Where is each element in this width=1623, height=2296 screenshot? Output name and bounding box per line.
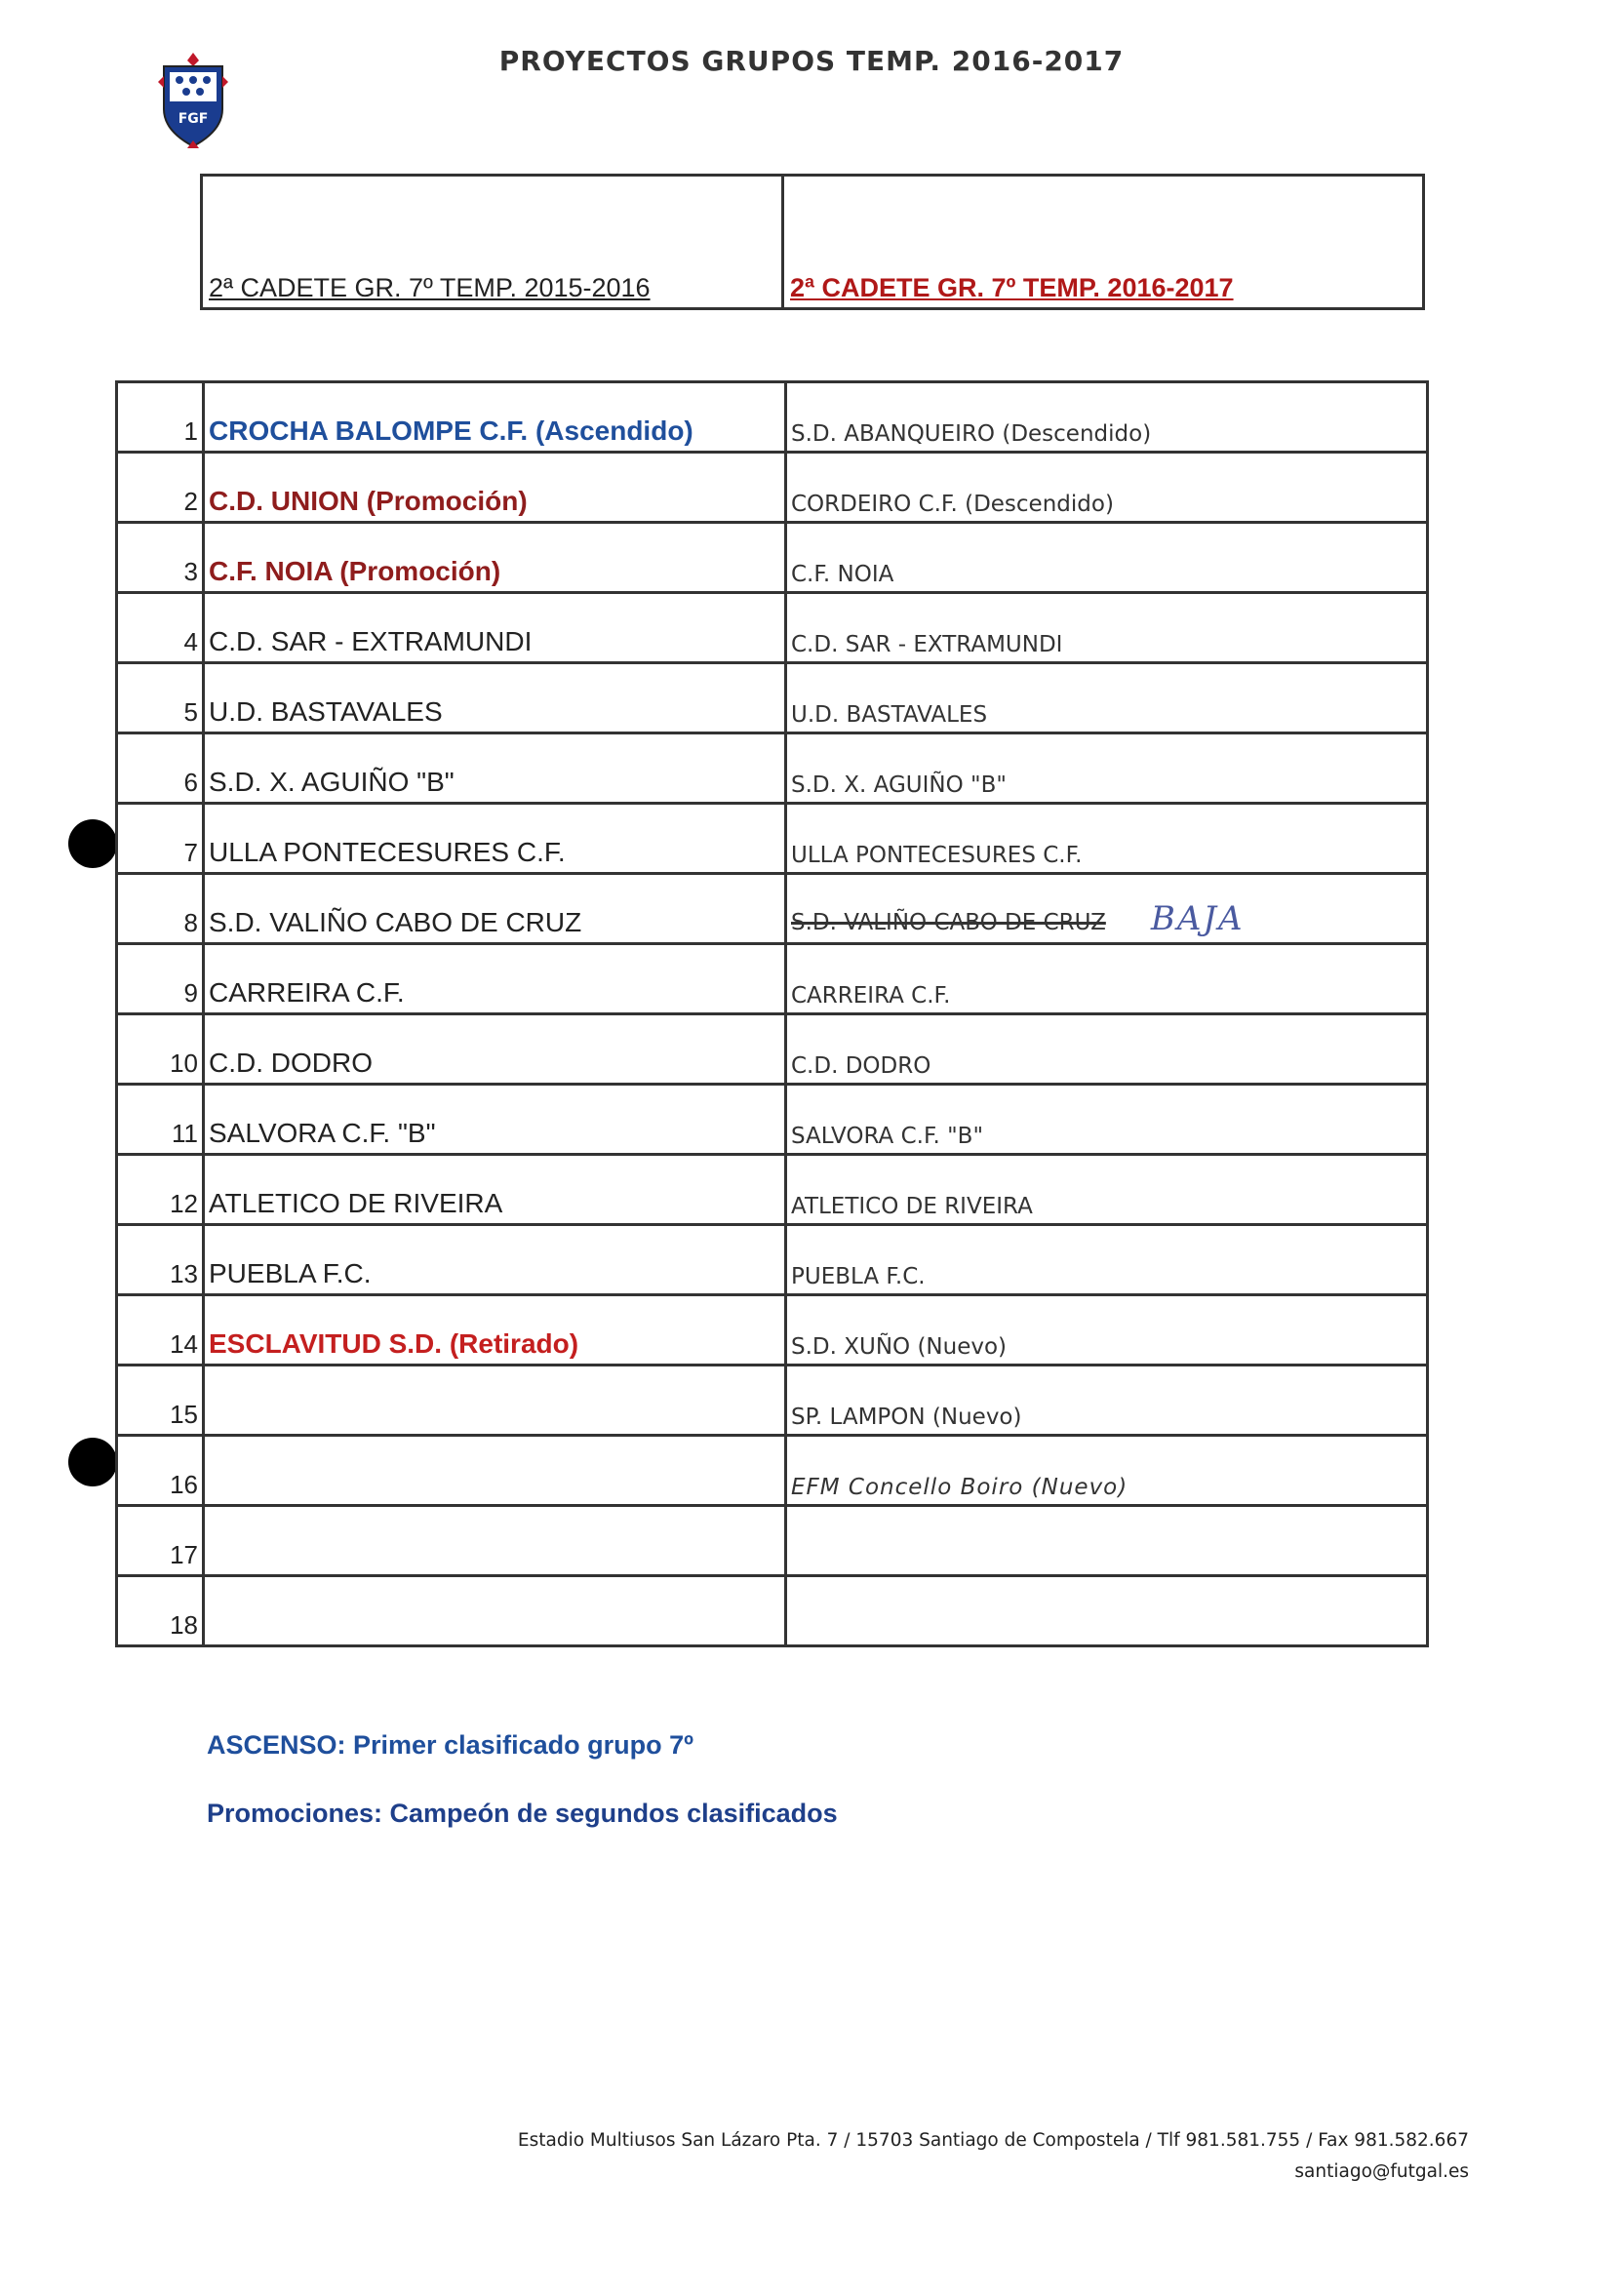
old-team xyxy=(204,1366,786,1436)
old-team: C.D. UNION (Promoción) xyxy=(204,453,786,523)
row-number: 11 xyxy=(117,1085,204,1155)
table-row xyxy=(117,1225,1428,1295)
row-number: 5 xyxy=(117,663,204,733)
old-team: S.D. X. AGUIÑO "B" xyxy=(204,733,786,804)
row-number: 2 xyxy=(117,453,204,523)
old-team: U.D. BASTAVALES xyxy=(204,663,786,733)
table-row xyxy=(117,1014,1428,1085)
new-team: SALVORA C.F. "B" xyxy=(786,1085,1428,1155)
row-number: 13 xyxy=(117,1225,204,1295)
new-team: C.D. DODRO xyxy=(786,1014,1428,1085)
new-team: CARREIRA C.F. xyxy=(786,944,1428,1014)
new-team-handwritten: EFM Concello Boiro (Nuevo) xyxy=(786,1436,1428,1506)
row-number: 6 xyxy=(117,733,204,804)
old-team: ATLETICO DE RIVEIRA xyxy=(204,1155,786,1225)
row-number: 8 xyxy=(117,874,204,944)
new-team: C.F. NOIA xyxy=(786,523,1428,593)
new-team: S.D. X. AGUIÑO "B" xyxy=(786,733,1428,804)
punch-hole-top xyxy=(68,819,117,868)
table-row xyxy=(117,804,1428,874)
current-season-label: 2ª CADETE GR. 7º TEMP. 2016-2017 xyxy=(790,273,1234,302)
old-team: ULLA PONTECESURES C.F. xyxy=(204,804,786,874)
row-number: 18 xyxy=(117,1576,204,1646)
current-season-cell xyxy=(784,177,1422,307)
previous-season-label: 2ª CADETE GR. 7º TEMP. 2015-2016 xyxy=(209,273,651,302)
footer-address: Estadio Multiusos San Lázaro Pta. 7 / 15703 Santiago de Compostela / Tlf 981.581.755 / Fax 981.582.667 xyxy=(517,2130,1469,2151)
row-number: 16 xyxy=(117,1436,204,1506)
new-team: S.D. ABANQUEIRO (Descendido) xyxy=(786,382,1428,453)
old-team xyxy=(204,1576,786,1646)
table-row xyxy=(117,1436,1428,1506)
table-row xyxy=(117,1155,1428,1225)
previous-season-cell xyxy=(203,177,784,307)
row-number: 12 xyxy=(117,1155,204,1225)
new-team: C.D. SAR - EXTRAMUNDI xyxy=(786,593,1428,663)
table-row xyxy=(117,1506,1428,1576)
table-row xyxy=(117,874,1428,944)
old-team xyxy=(204,1436,786,1506)
footer-email: santiago@futgal.es xyxy=(1294,2161,1469,2182)
table-row xyxy=(117,1085,1428,1155)
logo-text: FGF xyxy=(178,111,209,127)
new-team: S.D. XUÑO (Nuevo) xyxy=(786,1295,1428,1366)
row-number: 3 xyxy=(117,523,204,593)
row-number: 1 xyxy=(117,382,204,453)
table-row xyxy=(117,1576,1428,1646)
row-number: 10 xyxy=(117,1014,204,1085)
old-team: S.D. VALIÑO CABO DE CRUZ xyxy=(204,874,786,944)
season-header xyxy=(200,174,1425,310)
page-title: PROYECTOS GRUPOS TEMP. 2016-2017 xyxy=(498,45,1125,77)
new-team: PUEBLA F.C. xyxy=(786,1225,1428,1295)
table-row xyxy=(117,1366,1428,1436)
old-team: PUEBLA F.C. xyxy=(204,1225,786,1295)
new-team-cell xyxy=(786,874,1428,944)
old-team xyxy=(204,1506,786,1576)
row-number: 4 xyxy=(117,593,204,663)
old-team: ESCLAVITUD S.D. (Retirado) xyxy=(204,1295,786,1366)
table-row xyxy=(117,944,1428,1014)
new-team xyxy=(786,1576,1428,1646)
table-row xyxy=(117,593,1428,663)
new-team: SP. LAMPON (Nuevo) xyxy=(786,1366,1428,1436)
new-team xyxy=(786,1506,1428,1576)
new-team: ULLA PONTECESURES C.F. xyxy=(786,804,1428,874)
table-row xyxy=(117,1295,1428,1366)
table-row xyxy=(117,733,1428,804)
old-team: SALVORA C.F. "B" xyxy=(204,1085,786,1155)
table-row xyxy=(117,663,1428,733)
old-team: CARREIRA C.F. xyxy=(204,944,786,1014)
punch-hole-bottom xyxy=(68,1438,117,1486)
table-row xyxy=(117,382,1428,453)
row-number: 15 xyxy=(117,1366,204,1436)
row-number: 9 xyxy=(117,944,204,1014)
new-team: U.D. BASTAVALES xyxy=(786,663,1428,733)
old-team: CROCHA BALOMPE C.F. (Ascendido) xyxy=(204,382,786,453)
teams-table xyxy=(115,380,1429,1647)
table-row xyxy=(117,523,1428,593)
row-number: 17 xyxy=(117,1506,204,1576)
row-number: 14 xyxy=(117,1295,204,1366)
ascenso-note: ASCENSO: Primer clasificado grupo 7º xyxy=(207,1730,693,1760)
old-team: C.D. DODRO xyxy=(204,1014,786,1085)
baja-annotation: BAJA xyxy=(1150,899,1245,938)
old-team: C.D. SAR - EXTRAMUNDI xyxy=(204,593,786,663)
new-team: CORDEIRO C.F. (Descendido) xyxy=(786,453,1428,523)
table-row xyxy=(117,453,1428,523)
row-number: 7 xyxy=(117,804,204,874)
promociones-note: Promociones: Campeón de segundos clasificados xyxy=(207,1799,838,1828)
new-team-struck: S.D. VALIÑO CABO DE CRUZ xyxy=(791,910,1106,935)
old-team: C.F. NOIA (Promoción) xyxy=(204,523,786,593)
new-team: ATLETICO DE RIVEIRA xyxy=(786,1155,1428,1225)
